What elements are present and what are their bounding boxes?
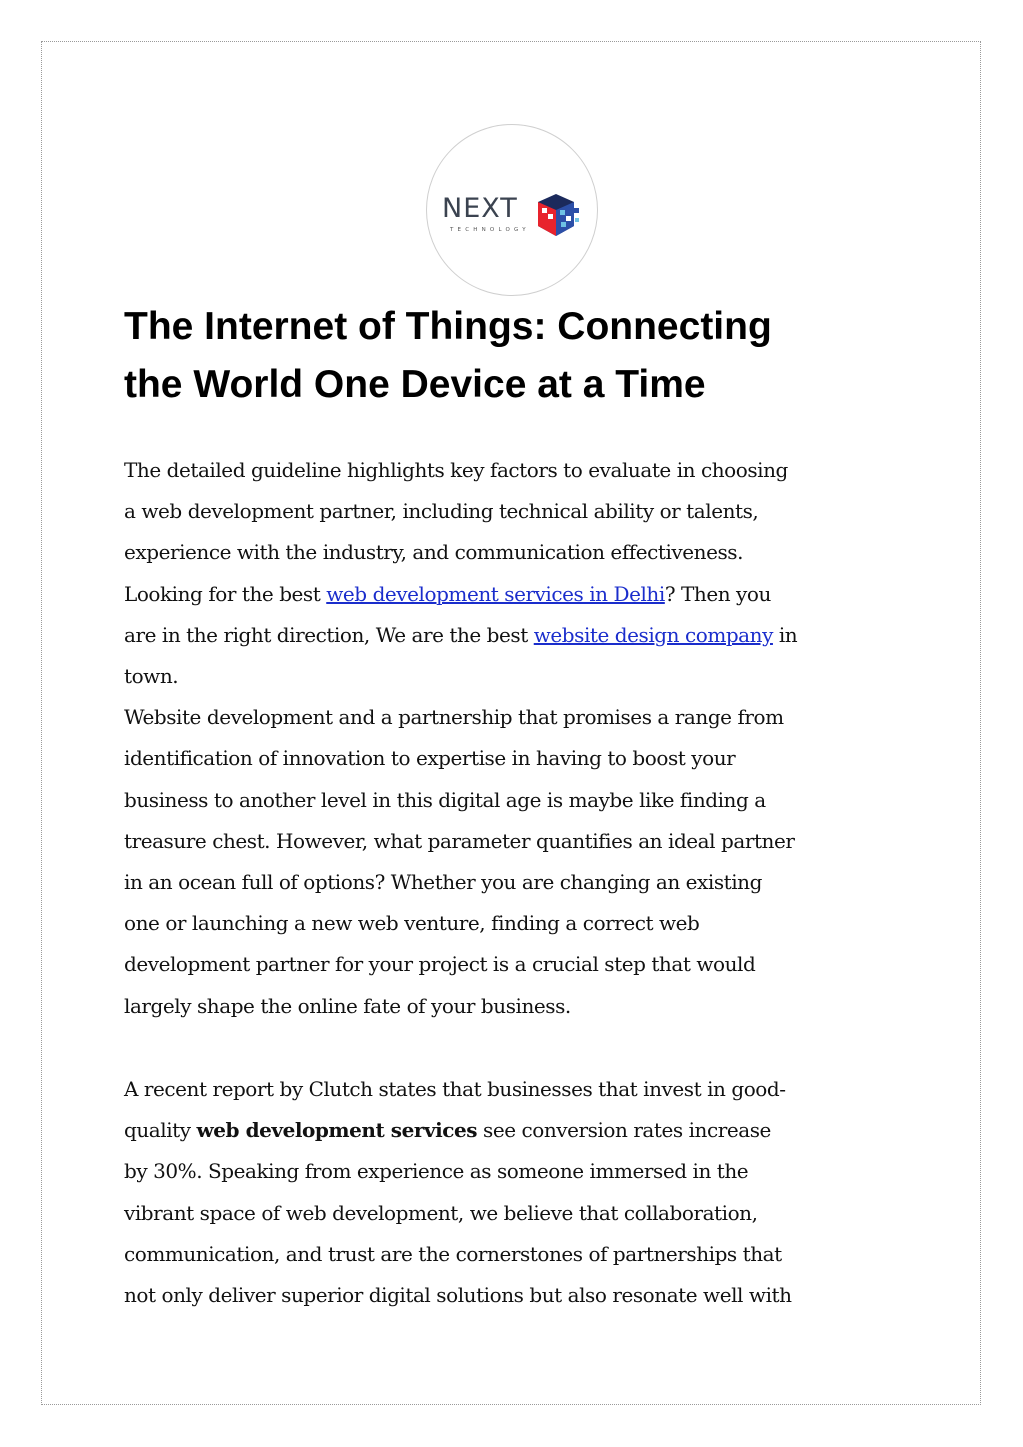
- text-line: development partner for your project is a crucial step that would: [124, 952, 756, 977]
- text-line: largely shape the online fate of your business.: [124, 993, 571, 1018]
- text-line: not only deliver superior digital solutions but also resonate well with: [124, 1283, 792, 1308]
- text-segment: quality: [124, 1118, 197, 1143]
- text-line: [124, 615, 924, 656]
- text-line: A recent report by Clutch states that businesses that invest in good-: [124, 1077, 786, 1101]
- title-line: the World One Device at a Time: [124, 363, 706, 406]
- bold-keyword: web development services: [196, 1118, 478, 1143]
- text-line: business to another level in this digital age is maybe like finding a: [124, 787, 766, 812]
- text-line: vibrant space of web development, we believe that collaboration,: [124, 1200, 758, 1225]
- text-line: one or launching a new web venture, finding a correct web: [124, 911, 700, 936]
- title-line: The Internet of Things: Connecting: [124, 305, 772, 348]
- text-segment: see conversion rates increase: [477, 1118, 771, 1143]
- text-segment: in: [772, 622, 798, 647]
- text-line: The detailed guideline highlights key factors to evaluate in choosing: [124, 458, 788, 482]
- text-line: a web development partner, including technical ability or talents,: [124, 499, 759, 524]
- text-line: experience with the industry, and communication effectiveness.: [124, 540, 743, 565]
- logo-wordmark: NEXT: [442, 193, 518, 224]
- text-line: identification of innovation to expertise in having to boost your: [124, 746, 736, 771]
- text-line: [124, 1110, 924, 1151]
- text-segment: Looking for the best: [124, 581, 327, 606]
- article-title: [124, 298, 924, 414]
- text-segment: are in the right direction, We are the best: [124, 622, 534, 647]
- text-segment: ? Then you: [664, 581, 771, 606]
- website-design-company-link[interactable]: website design company: [533, 622, 773, 647]
- clutch-paragraph: [124, 1069, 924, 1316]
- text-line: communication, and trust are the cornerstones of partnerships that: [124, 1241, 782, 1266]
- text-line: Website development and a partnership that promises a range from: [124, 705, 784, 730]
- text-line: treasure chest. However, what parameter quantifies an ideal partner: [124, 828, 795, 853]
- logo-subtitle: TECHNOLOGY: [450, 227, 530, 233]
- text-line: [124, 574, 924, 615]
- web-development-services-link[interactable]: web development services in Delhi: [326, 581, 665, 606]
- text-line: in an ocean full of options? Whether you are changing an existing: [124, 870, 762, 895]
- company-logo: [426, 124, 598, 296]
- text-line: by 30%. Speaking from experience as someone immersed in the: [124, 1159, 749, 1184]
- text-line: town.: [124, 664, 179, 689]
- logo-cube-icon: [534, 192, 580, 238]
- intro-paragraph: [124, 450, 924, 1027]
